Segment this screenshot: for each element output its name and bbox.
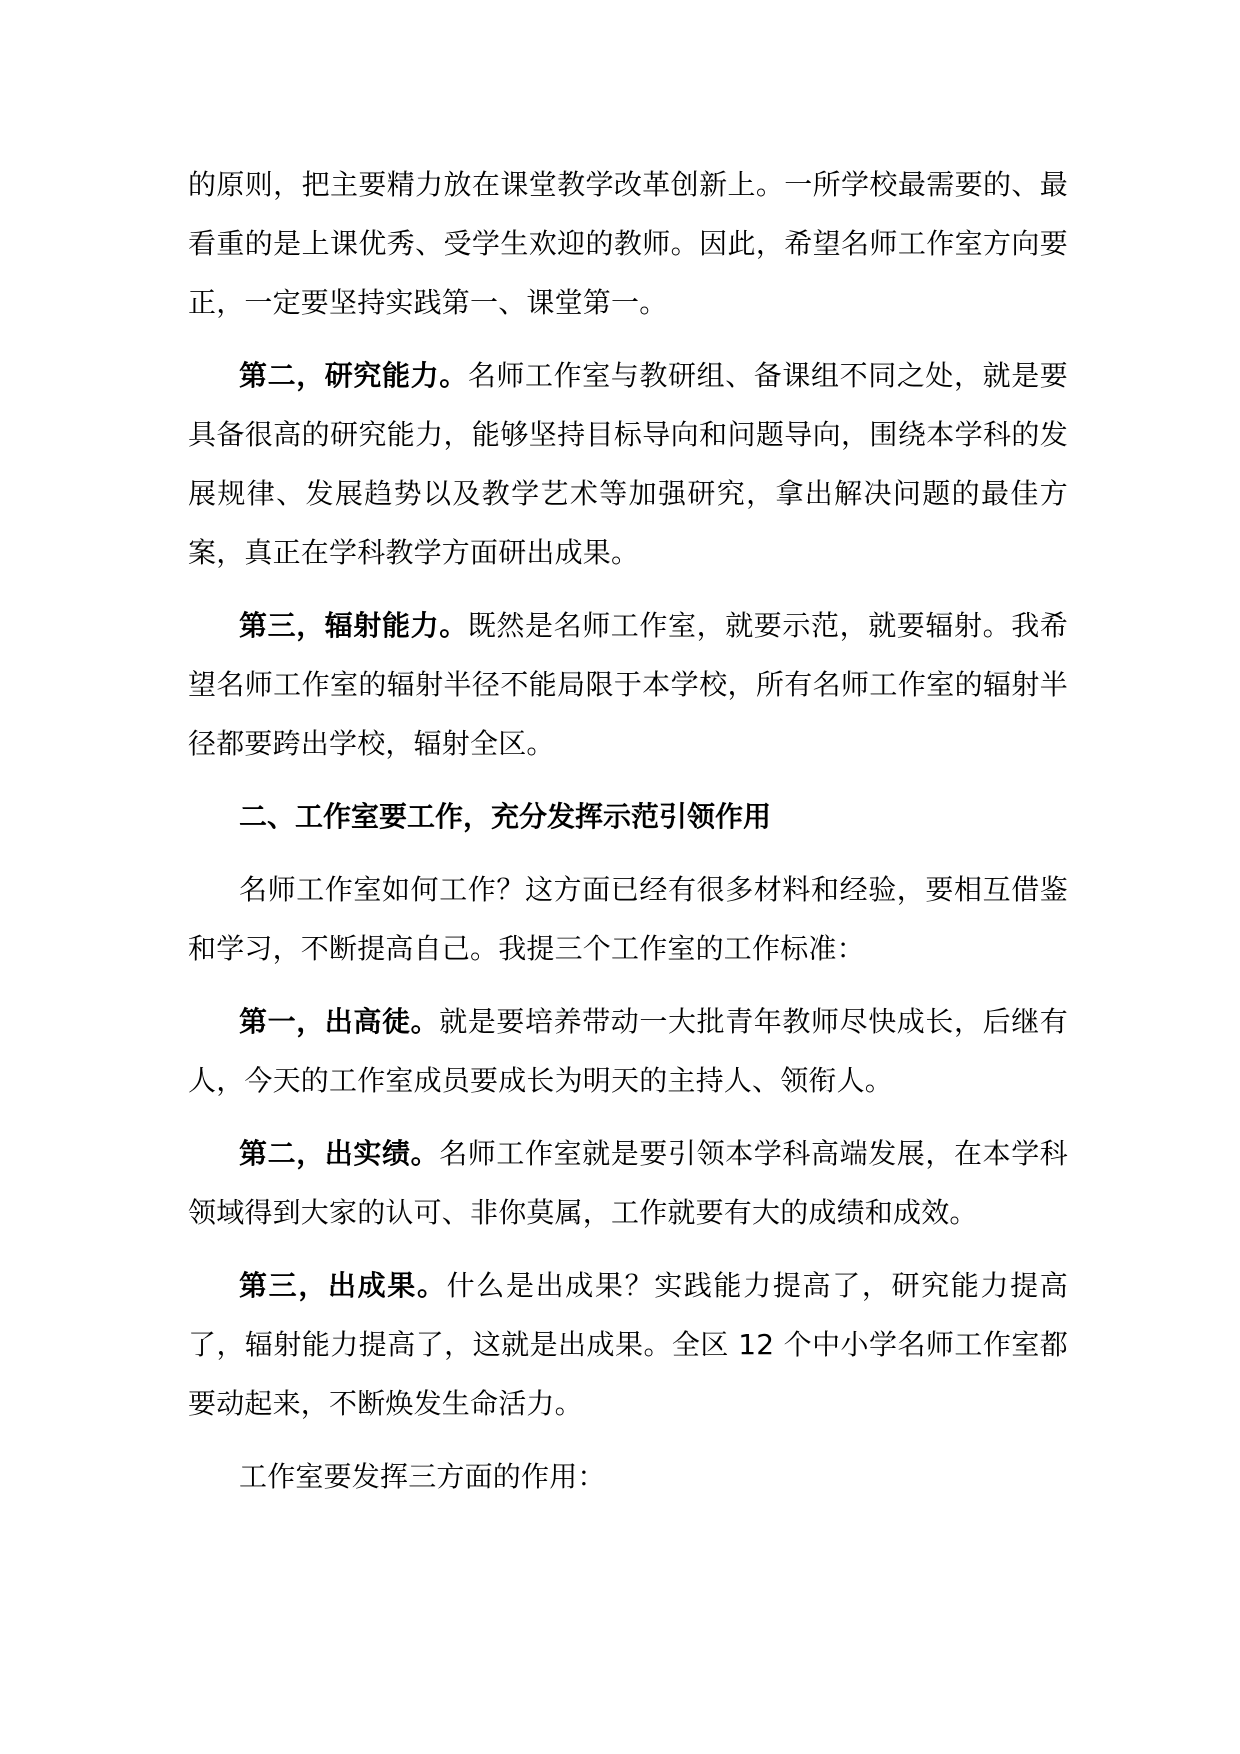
paragraph-three-roles (188, 1447, 1068, 1506)
paragraph-standard-performance (188, 1124, 1068, 1242)
paragraph-text: 名师工作室就是要引领本学科高端发展，在本学科领域得到大家的认可、非你莫属，工作就要有大的成绩和成效。 (188, 1137, 1068, 1229)
paragraph-lead: 第三，辐射能力。 (239, 609, 468, 642)
paragraph-standard-disciples (188, 992, 1068, 1110)
paragraph-text: 名师工作室如何工作？这方面已经有很多材料和经验，要相互借鉴和学习，不断提高自己。我提三个工作室的工作标准： (188, 873, 1068, 965)
paragraph-standard-results (188, 1256, 1068, 1433)
paragraph-lead: 第一，出高徒。 (239, 1005, 440, 1038)
paragraph-continuation (188, 155, 1068, 332)
paragraph-text: 工作室要发挥三方面的作用： (239, 1460, 606, 1493)
document-body (188, 155, 1068, 1520)
paragraph-text: 名师工作室与教研组、备课组不同之处，就是要具备很高的研究能力，能够坚持目标导向和问题导向，围绕本学科的发展规律、发展趋势以及教学艺术等加强研究，拿出解决问题的最佳方案，真正在学科教学方面研出成果。 (188, 359, 1069, 569)
paragraph-text: 的原则，把主要精力放在课堂教学改革创新上。一所学校最需要的、最看重的是上课优秀、受学生欢迎的教师。因此，希望名师工作室方向要正，一定要坚持实践第一、课堂第一。 (188, 168, 1068, 319)
paragraph-research-ability (188, 346, 1068, 582)
paragraph-lead: 第三，出成果。 (239, 1269, 447, 1302)
paragraph-lead: 第二，出实绩。 (239, 1137, 440, 1170)
section-heading: 二、工作室要工作，充分发挥示范引领作用 (239, 800, 772, 833)
paragraph-intro-standards (188, 860, 1068, 978)
paragraph-text: 就是要培养带动一大批青年教师尽快成长，后继有人，今天的工作室成员要成长为明天的主持人、领衔人。 (188, 1005, 1068, 1097)
paragraph-lead: 第二，研究能力。 (239, 359, 468, 392)
paragraph-radiation-ability (188, 596, 1068, 773)
paragraph-text: 既然是名师工作室，就要示范，就要辐射。我希望名师工作室的辐射半径不能局限于本学校，所有名师工作室的辐射半径都要跨出学校，辐射全区。 (188, 609, 1069, 760)
paragraph-text: 什么是出成果？实践能力提高了，研究能力提高了，辐射能力提高了，这就是出成果。全区 12 个中小学名师工作室都要动起来，不断焕发生命活力。 (188, 1269, 1069, 1420)
